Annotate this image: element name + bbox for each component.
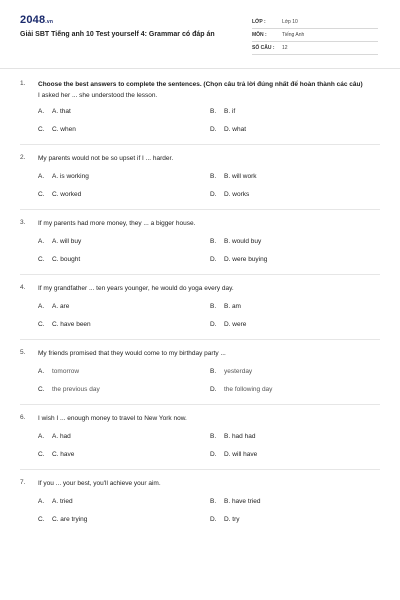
document-title: Giải SBT Tiếng anh 10 Test yourself 4: Grammar có đáp án (20, 31, 215, 38)
option-letter: C. (38, 321, 45, 328)
meta-key: SỐ CÂU : (252, 45, 275, 51)
option-b[interactable] (210, 498, 382, 505)
option-letter: B. (210, 498, 217, 505)
option-a[interactable] (38, 173, 210, 180)
option-c[interactable] (38, 321, 210, 328)
option-letter: C. (38, 256, 45, 263)
option-text: D. works (224, 191, 250, 198)
option-text: tomorrow (52, 368, 80, 375)
question-text: If my grandfather ... ten years younger, he would do yoga every day. (38, 285, 234, 292)
options-grid (38, 303, 380, 328)
question-number: 6. (20, 414, 26, 421)
meta-row-count (252, 42, 378, 55)
question-3 (0, 219, 400, 275)
option-a[interactable] (38, 368, 210, 375)
option-text: B. will work (224, 173, 257, 180)
logo-suffix: .vn (45, 19, 54, 25)
question-text: If you ... your best, you'll achieve your aim. (38, 480, 161, 487)
question-2 (0, 154, 400, 210)
options-grid (38, 173, 380, 198)
option-letter: D. (210, 451, 217, 458)
option-text: B. had had (224, 433, 256, 440)
option-d[interactable] (210, 451, 382, 458)
option-a[interactable] (38, 498, 210, 505)
question-text: If my parents had more money, they ... a bigger house. (38, 220, 196, 227)
option-letter: A. (38, 108, 45, 115)
question-divider (20, 144, 380, 145)
option-c[interactable] (38, 516, 210, 523)
option-text: D. were (224, 321, 247, 328)
option-letter: B. (210, 173, 217, 180)
option-letter: D. (210, 126, 217, 133)
options-grid (38, 108, 380, 133)
option-b[interactable] (210, 173, 382, 180)
option-text: A. had (52, 433, 71, 440)
option-c[interactable] (38, 256, 210, 263)
option-text: A. are (52, 303, 70, 310)
option-text: C. have been (52, 321, 91, 328)
question-divider (20, 209, 380, 210)
option-d[interactable] (210, 386, 382, 393)
question-5 (0, 349, 400, 405)
option-c[interactable] (38, 191, 210, 198)
page-header (0, 0, 400, 66)
meta-row-class (252, 16, 378, 29)
question-list (0, 80, 400, 523)
question-number: 1. (20, 80, 26, 87)
meta-value: Lớp 10 (282, 19, 298, 25)
question-number: 7. (20, 479, 26, 486)
option-text: A. will buy (52, 238, 82, 245)
options-grid (38, 238, 380, 263)
option-text: A. tried (52, 498, 73, 505)
meta-info (252, 16, 378, 55)
option-text: A. is working (52, 173, 89, 180)
option-letter: D. (210, 256, 217, 263)
option-letter: A. (38, 498, 45, 505)
option-b[interactable] (210, 433, 382, 440)
option-d[interactable] (210, 126, 382, 133)
option-letter: A. (38, 173, 45, 180)
question-divider (20, 339, 380, 340)
option-b[interactable] (210, 238, 382, 245)
option-text: the following day (224, 386, 273, 393)
option-text: yesterday (224, 368, 253, 375)
option-a[interactable] (38, 433, 210, 440)
option-d[interactable] (210, 256, 382, 263)
option-text: B. would buy (224, 238, 262, 245)
meta-value: Tiếng Anh (282, 32, 305, 38)
option-text: C. when (52, 126, 76, 133)
option-b[interactable] (210, 108, 382, 115)
option-d[interactable] (210, 516, 382, 523)
question-sentence: I asked her ... she understood the lesson. (38, 92, 158, 99)
option-letter: A. (38, 433, 45, 440)
question-number: 4. (20, 284, 26, 291)
question-7 (0, 479, 400, 523)
option-letter: D. (210, 191, 217, 198)
meta-key: MÔN : (252, 32, 267, 38)
option-letter: A. (38, 368, 45, 375)
question-text: I wish I ... enough money to travel to New York now. (38, 415, 187, 422)
question-text: Choose the best answers to complete the sentences. (Chọn câu trả lời đúng nhất để hoàn thành các câu) (38, 81, 363, 88)
option-letter: C. (38, 191, 45, 198)
option-text: A. that (52, 108, 71, 115)
option-letter: C. (38, 451, 45, 458)
question-divider (20, 469, 380, 470)
question-divider (20, 274, 380, 275)
option-text: B. if (224, 108, 236, 115)
option-letter: B. (210, 303, 217, 310)
option-letter: C. (38, 386, 45, 393)
meta-key: LỚP : (252, 19, 266, 25)
option-text: D. what (224, 126, 247, 133)
option-b[interactable] (210, 303, 382, 310)
option-letter: D. (210, 321, 217, 328)
question-number: 3. (20, 219, 26, 226)
option-text: C. are trying (52, 516, 88, 523)
option-d[interactable] (210, 191, 382, 198)
option-a[interactable] (38, 108, 210, 115)
question-6 (0, 414, 400, 470)
option-text: the previous day (52, 386, 100, 393)
question-1 (0, 80, 400, 145)
option-a[interactable] (38, 238, 210, 245)
options-grid (38, 433, 380, 458)
option-text: C. have (52, 451, 75, 458)
options-grid (38, 368, 380, 393)
option-letter: C. (38, 516, 45, 523)
meta-value: 12 (282, 45, 288, 51)
question-number: 2. (20, 154, 26, 161)
option-text: D. were buying (224, 256, 268, 263)
option-letter: B. (210, 368, 217, 375)
option-letter: D. (210, 516, 217, 523)
question-number: 5. (20, 349, 26, 356)
option-b[interactable] (210, 368, 382, 375)
logo-main: 2048 (20, 14, 46, 26)
question-text: My parents would not be so upset if I ... harder. (38, 155, 174, 162)
header-divider (0, 68, 400, 69)
option-text: B. am (224, 303, 241, 310)
option-letter: B. (210, 238, 217, 245)
option-letter: A. (38, 303, 45, 310)
question-4 (0, 284, 400, 340)
option-letter: B. (210, 108, 217, 115)
option-letter: B. (210, 433, 217, 440)
option-d[interactable] (210, 321, 382, 328)
option-text: B. have tried (224, 498, 261, 505)
option-c[interactable] (38, 386, 210, 393)
option-letter: A. (38, 238, 45, 245)
option-c[interactable] (38, 126, 210, 133)
question-text: My friends promised that they would come to my birthday party ... (38, 350, 226, 357)
option-c[interactable] (38, 451, 210, 458)
options-grid (38, 498, 380, 523)
option-text: C. worked (52, 191, 82, 198)
option-text: D. try (224, 516, 240, 523)
option-letter: D. (210, 386, 217, 393)
option-text: D. will have (224, 451, 258, 458)
option-letter: C. (38, 126, 45, 133)
option-a[interactable] (38, 303, 210, 310)
meta-row-subject (252, 29, 378, 42)
option-text: C. bought (52, 256, 81, 263)
question-divider (20, 404, 380, 405)
